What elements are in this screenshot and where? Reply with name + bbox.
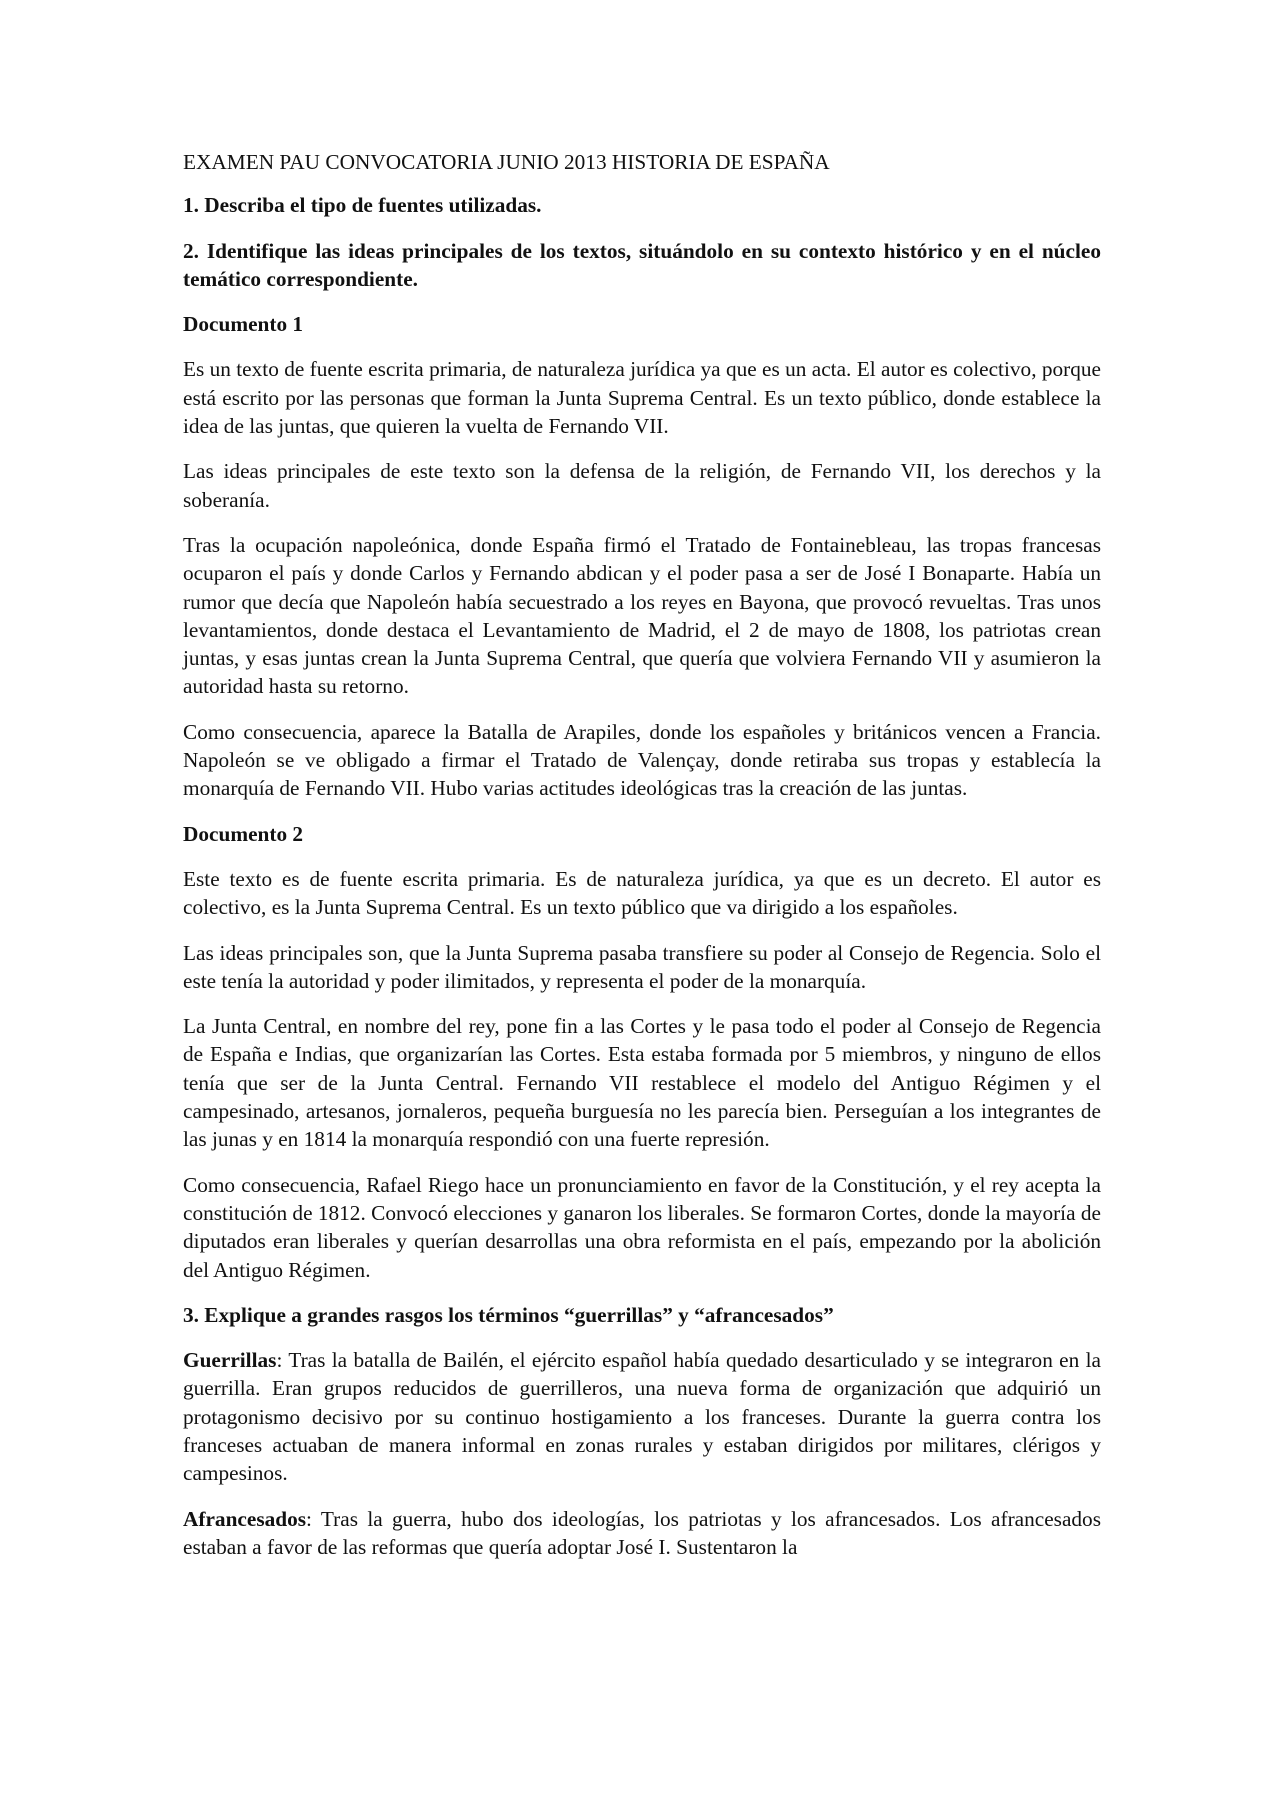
question-1: 1. Describa el tipo de fuentes utilizadas.: [183, 193, 542, 218]
afrancesados-text: : Tras la guerra, hubo dos ideologías, los patriotas y los afrancesados. Los afrancesados estaban a favor de las reformas que quería adoptar José I. Sustentaron la: [183, 1506, 1101, 1559]
guerrillas-text: : Tras la batalla de Bailén, el ejército español había quedado desarticulado y se integraron en la guerrilla. Eran grupos reducidos de guerrilleros, una nueva forma de organización que adquirió un protagonismo decisivo por su continuo hostigamiento a los franceses. Durante la guerra contra los franceses actuaban de manera informal en zonas rurales y estaban dirigidos por militares, clérigos y campesinos.: [183, 1348, 1101, 1486]
guerrillas-term: Guerrillas: [183, 1348, 277, 1373]
question-3: 3. Explique a grandes rasgos los términos “guerrillas” y “afrancesados”: [183, 1302, 834, 1327]
document-2-paragraph: Las ideas principales son, que la Junta Suprema pasaba transfiere su poder al Consejo de Regencia. Solo el este tenía la autoridad y poder ilimitados, y representa el poder de la monarquía.: [183, 940, 1101, 993]
document-2-paragraph: Este texto es de fuente escrita primaria. Es de naturaleza jurídica, ya que es un decreto. El autor es colectivo, es la Junta Suprema Central. Es un texto público que va dirigido a los españoles.: [183, 866, 1101, 920]
document-2-paragraph: La Junta Central, en nombre del rey, pone fin a las Cortes y le pasa todo el poder al Consejo de Regencia de España e Indias, que organizarían las Cortes. Esta estaba formada por 5 miembros, y ninguno de ellos tenía que ser de la Junta Central. Fernando VII restablece el modelo del Antiguo Régimen y el campesinado, artesanos, jornaleros, pequeña burguesía no les parecía bien. Perseguían a los integrantes de las junas y en 1814 la monarquía respondió con una fuerte represión.: [183, 1014, 1101, 1152]
document-page: [183, 148, 1101, 1561]
afrancesados-paragraph: [183, 1505, 1101, 1562]
question-2: 2. Identifique las ideas principales de los textos, situándolo en su contexto histórico y en el núcleo temático correspondiente.: [183, 238, 1101, 291]
afrancesados-term: Afrancesados: [183, 1506, 307, 1531]
document-2-paragraph: Como consecuencia, Rafael Riego hace un pronunciamiento en favor de la Constitución, y el rey acepta la constitución de 1812. Convocó elecciones y ganaron los liberales. Se formaron Cortes, donde la mayoría de diputados eran liberales y querían desarrollas una obra reformista en el país, empezando por la abolición del Antiguo Régimen.: [183, 1172, 1101, 1282]
document-2-heading: Documento 2: [183, 821, 304, 846]
document-1-heading: Documento 1: [183, 312, 304, 337]
guerrillas-paragraph: [183, 1346, 1101, 1487]
document-1-paragraph: Tras la ocupación napoleónica, donde España firmó el Tratado de Fontainebleau, las tropas francesas ocuparon el país y donde Carlos y Fernando abdican y el poder pasa a ser de José I Bonaparte. Había un rumor que decía que Napoleón había secuestrado a los reyes en Bayona, que provocó revueltas. Tras unos levantamientos, donde destaca el Levantamiento de Madrid, el 2 de mayo de 1808, los patriotas crean juntas, y esas juntas crean la Junta Suprema Central, que quería que volviera Fernando VII y asumieron la autoridad hasta su retorno.: [183, 532, 1101, 699]
document-1-paragraph: Como consecuencia, aparece la Batalla de Arapiles, donde los españoles y británicos vencen a Francia. Napoleón se ve obligado a firmar el Tratado de Valençay, donde retiraba sus tropas y establecía la monarquía de Fernando VII. Hubo varias actitudes ideológicas tras la creación de las juntas.: [183, 719, 1101, 801]
document-title: EXAMEN PAU CONVOCATORIA JUNIO 2013 HISTORIA DE ESPAÑA: [183, 150, 830, 174]
document-1-paragraph: Las ideas principales de este texto son la defensa de la religión, de Fernando VII, los derechos y la soberanía.: [183, 459, 1101, 512]
document-1-paragraph: Es un texto de fuente escrita primaria, de naturaleza jurídica ya que es un acta. El autor es colectivo, porque está escrito por las personas que forman la Junta Suprema Central. Es un texto público, donde establece la idea de las juntas, que quieren la vuelta de Fernando VII.: [183, 357, 1101, 439]
